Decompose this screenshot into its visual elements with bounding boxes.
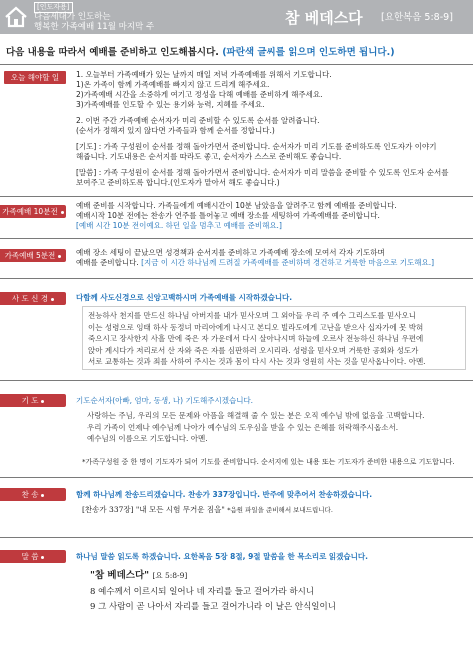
before10-line: 예배 준비를 시작합니다. 가족들에게 예배시간이 10분 남았음을 알려주고 함께 예배를 준비합니다. <box>76 201 397 210</box>
page-title: 참 베데스다 <box>285 9 363 27</box>
verse-title-text: "참 베데스다" <box>90 570 150 581</box>
divider <box>0 64 473 65</box>
label-word <box>0 550 66 563</box>
intro-main: 다음 내용을 따라서 예배를 준비하고 인도해봅시다. <box>6 47 219 58</box>
today-line: 2. 이번 주간 가족예배 순서자가 미리 준비할 수 있도록 순서를 알려줍니다. <box>76 116 320 125</box>
before5-line-2 <box>76 258 466 268</box>
prayer-line: 사랑하는 주님, 우리의 모든 문제와 아픔을 해결해 줄 수 있는 분은 오직 예수님 밖에 없음을 고백합니다. <box>87 411 425 420</box>
label-today <box>4 71 66 84</box>
prayer-line: 예수님의 이름으로 기도합니다. 아멘. <box>87 434 208 443</box>
label-hymn-text: 찬 송 <box>21 490 39 499</box>
hymn-info <box>82 504 333 515</box>
verse-title <box>90 567 187 581</box>
before5-line: 예배를 준비합니다. <box>76 258 139 267</box>
creed-line: 서로 교통하는 것과 죄를 사하여 주시는 것과 몸이 다시 사는 것과 영원히 사는 것을 믿사옵나이다. 아멘. <box>88 357 426 366</box>
before5-highlight: [지금 이 시간 하나님께 드려질 가족예배를 준비하며 경건하고 거룩한 마음으로 기도해요.] <box>141 258 435 267</box>
divider <box>0 537 473 538</box>
prayer-line: 우리 가족이 언제나 예수님께 나아가 예수님의 도우심을 받을 수 있는 은혜를 허락해주시옵소서. <box>87 422 399 432</box>
before10-highlight: [예배 시간 10분 전이예요. 하던 일을 멈추고 예배를 준비해요.] <box>76 221 282 230</box>
hymn-title: [찬송가 337장] "내 모든 시험 무거운 짐을" <box>82 505 225 514</box>
today-line: 3)가족예배를 인도할 수 있는 용기와 능력, 지혜를 주세요. <box>76 100 265 109</box>
divider <box>0 380 473 381</box>
label-before10-text: 가족예배 10분전 <box>2 207 58 216</box>
label-today-text: 오늘 해야할 일 <box>10 73 60 82</box>
creed-line: 앉아 계시다가 저리로서 산 자와 죽은 자를 심판하러 오시리라. 성령을 믿사오며 거룩한 공회와 성도가 <box>88 345 419 355</box>
before5-line: 예배 장소 세팅이 끝났으면 성경책과 순서지를 준비하고 가족예배 장소에 모여서 각자 기도하며 <box>76 248 385 257</box>
header-bar <box>0 0 473 34</box>
scripture-reference: [요한복음 5:8-9] <box>381 12 453 23</box>
today-line: (순서가 정해져 있지 않다면 가족들과 함께 순서를 정합니다.) <box>76 126 275 135</box>
label-creed-text: 사 도 신 경 <box>11 294 49 303</box>
hymn-note: *음원 파일을 준비해서 보내드립니다. <box>227 506 333 514</box>
prayer-text-box <box>82 407 466 449</box>
home-icon <box>4 5 28 29</box>
today-line: [말씀] : 가족 구성원이 순서를 정해 돌아가면서 준비합니다. 순서자가 미리 말씀을 준비할 수 있도록 인도자 순서를 <box>76 168 449 177</box>
creed-line: 이는 성령으로 잉태 하사 동정녀 마리아에게 나시고 본디오 빌라도에게 고난을 받으사 십자가에 못 박혀 <box>88 322 424 332</box>
intro-text <box>6 44 395 58</box>
label-hymn <box>0 488 66 501</box>
label-word-text: 말 씀 <box>21 552 39 561</box>
before5-block <box>76 248 466 268</box>
header-subtitle-line1: 다음세대가 인도하는 <box>34 12 111 22</box>
verse-ref: [요 5:8-9] <box>152 571 188 580</box>
today-block <box>76 70 466 188</box>
leader-badge: [인도자용] <box>34 2 73 13</box>
prayer-heading: 기도순서자(아빠, 엄마, 동생, 나) 기도해주시겠습니다. <box>76 396 254 405</box>
divider <box>0 278 473 279</box>
prayer-note: *가족구성원 중 한 명이 기도자가 되어 기도를 준비합니다. 순서지에 있는 내용 또는 기도자가 준비한 내용으로 기도합니다. <box>82 458 455 466</box>
label-creed <box>0 292 66 305</box>
divider <box>0 238 473 239</box>
creed-line: 죽으시고 장사한지 사흘 만에 죽은 자 가운데서 다시 살아나시며 하늘에 오르사 전능하신 하나님 우편에 <box>88 334 424 343</box>
verse-line: 9 그 사람이 곧 나아서 자리를 들고 걸어가니라 이 날은 안식일이니 <box>90 602 336 612</box>
intro-highlight: (파란색 글씨를 읽으며 인도하면 됩니다.) <box>222 47 395 58</box>
label-before10 <box>0 205 66 218</box>
before10-block <box>76 201 466 231</box>
divider <box>0 477 473 478</box>
header-subtitle-line2: 행복한 가족예배 11월 마지막 주 <box>34 22 155 32</box>
creed-text-box <box>82 306 466 370</box>
divider <box>0 196 473 197</box>
today-line: 1)온 가족이 함께 가족예배를 빠지지 않고 드리게 해주세요. <box>76 80 270 89</box>
today-line: 2)가족예배 시간을 소중하게 여기고 정성을 다해 예배를 준비하게 해주세요. <box>76 90 323 99</box>
hymn-heading: 함께 하나님께 찬송드리겠습니다. 찬송가 337장입니다. 반주에 맞추어서 찬송하겠습니다. <box>76 490 373 499</box>
word-heading: 하나님 말씀 읽도록 하겠습니다. 요한복음 5장 8절, 9절 말씀을 한 목소리로 읽겠습니다. <box>76 552 369 561</box>
today-line: 1. 오늘부터 가족예배가 있는 날까지 매일 저녁 가족예배를 위해서 기도합니다. <box>76 70 332 79</box>
label-prayer-text: 기 도 <box>21 396 39 405</box>
label-before5-text: 가족예배 5분전 <box>4 251 56 260</box>
today-line: 해줍니다. 기도내용은 순서지를 따라도 좋고, 순서자가 스스로 준비해도 좋습니다. <box>76 152 342 161</box>
verse-line: 8 예수께서 이르시되 일어나 네 자리를 들고 걸어가라 하시니 <box>90 587 315 597</box>
creed-heading: 다함께 사도신경으로 신앙고백하시며 가족예배를 시작하겠습니다. <box>76 293 293 302</box>
label-prayer <box>0 394 66 407</box>
today-line: [기도] : 가족 구성원이 순서를 정해 돌아가면서 준비합니다. 순서자가 미리 기도를 준비하도록 인도자가 이야기 <box>76 142 437 151</box>
before10-line: 예배시작 10분 전에는 찬송가 연주를 틀어놓고 예배 장소를 세팅하여 가족예배를 준비합니다. <box>76 211 380 220</box>
label-before5 <box>0 249 66 262</box>
today-line: 보여주고 준비하도록 합니다.(인도자가 맡아서 해도 좋습니다.) <box>76 178 280 187</box>
creed-line: 전능하사 천지를 만드신 하나님 아버지를 내가 믿사오며 그 외아들 우리 주 예수 그리스도를 믿사오니 <box>88 311 417 320</box>
